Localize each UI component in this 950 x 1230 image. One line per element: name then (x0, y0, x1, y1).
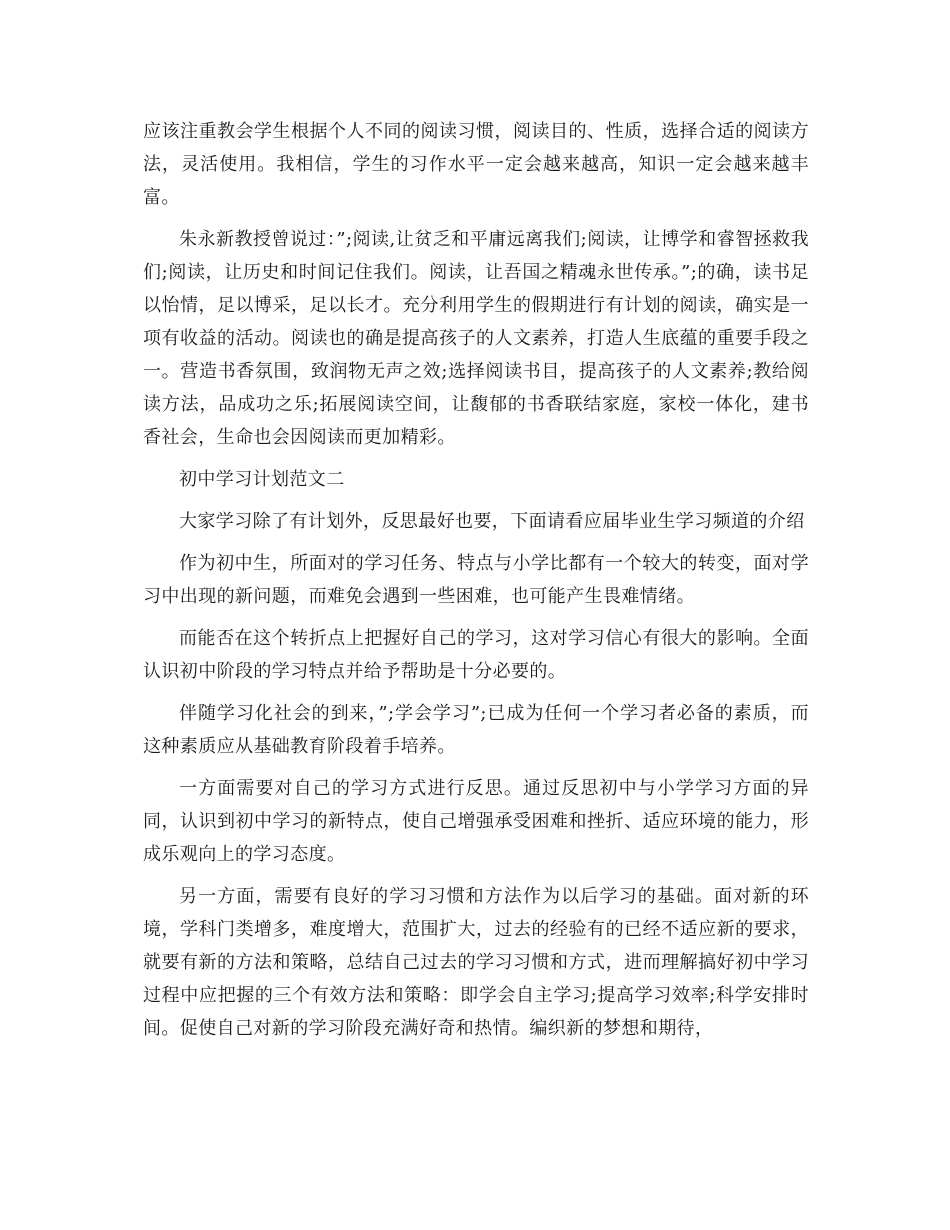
paragraph-continuation: 应该注重教会学生根据个人不同的阅读习惯，阅读目的、性质，选择合适的阅读方法，灵活使用。我相信，学生的习作水平一定会越来越高，知识一定会越来越丰富。 (143, 121, 809, 208)
paragraph-learning-society: 伴随学习化社会的到来，”;学会学习”;已成为任何一个学习者必备的素质，而这种素质应从基础教育阶段着手培养。 (143, 703, 809, 757)
paragraph-quote-reading: 朱永新教授曾说过：”;阅读,让贫乏和平庸远离我们;阅读，让博学和睿智拯救我们;阅读，让历史和时间记住我们。阅读，让吾国之精魂永世传承。”;的确，读书足以怡情，足以博采，足以长才。充分利用学生的假期进行有计划的阅读，确实是一项有收益的活动。阅读也的确是提高孩子的人文素养，打造人生底蕴的重要手段之一。营造书香氛围，致润物无声之效;选择阅读书目，提高孩子的人文素养;教给阅读方法，品成功之乐;拓展阅读空间，让馥郁的书香联结家庭，家校一体化，建书香社会，生命也会因阅读而更加精彩。 (143, 229, 809, 448)
document-body (143, 115, 809, 1054)
paragraph-turning-point: 而能否在这个转折点上把握好自己的学习，这对学习信心有很大的影响。全面认识初中阶段的学习特点并给予帮助是十分必要的。 (143, 628, 809, 682)
paragraph-intro: 大家学习除了有计划外，反思最好也要，下面请看应届毕业生学习频道的介绍 (179, 511, 805, 532)
paragraph-habits-methods: 另一方面，需要有良好的学习习惯和方法作为以后学习的基础。面对新的环境，学科门类增多，难度增大，范围扩大，过去的经验有的已经不适应新的要求，就要有新的方法和策略，总结自己过去的学习习惯和方式，进而理解搞好初中学习过程中应把握的三个有效方法和策略：即学会自主学习;提高学习效率;科学安排时间。促使自己对新的学习阶段充满好奇和热情。编织新的梦想和期待， (143, 886, 809, 1039)
paragraph-transition: 作为初中生，所面对的学习任务、特点与小学比都有一个较大的转变，面对学习中出现的新问题，而难免会遇到一些困难，也可能产生畏难情绪。 (143, 553, 809, 607)
paragraph-reflection: 一方面需要对自己的学习方式进行反思。通过反思初中与小学学习方面的异同，认识到初中学习的新特点，使自己增强承受困难和挫折、适应环境的能力，形成乐观向上的学习态度。 (143, 778, 809, 865)
section-heading: 初中学习计划范文二 (179, 469, 345, 490)
